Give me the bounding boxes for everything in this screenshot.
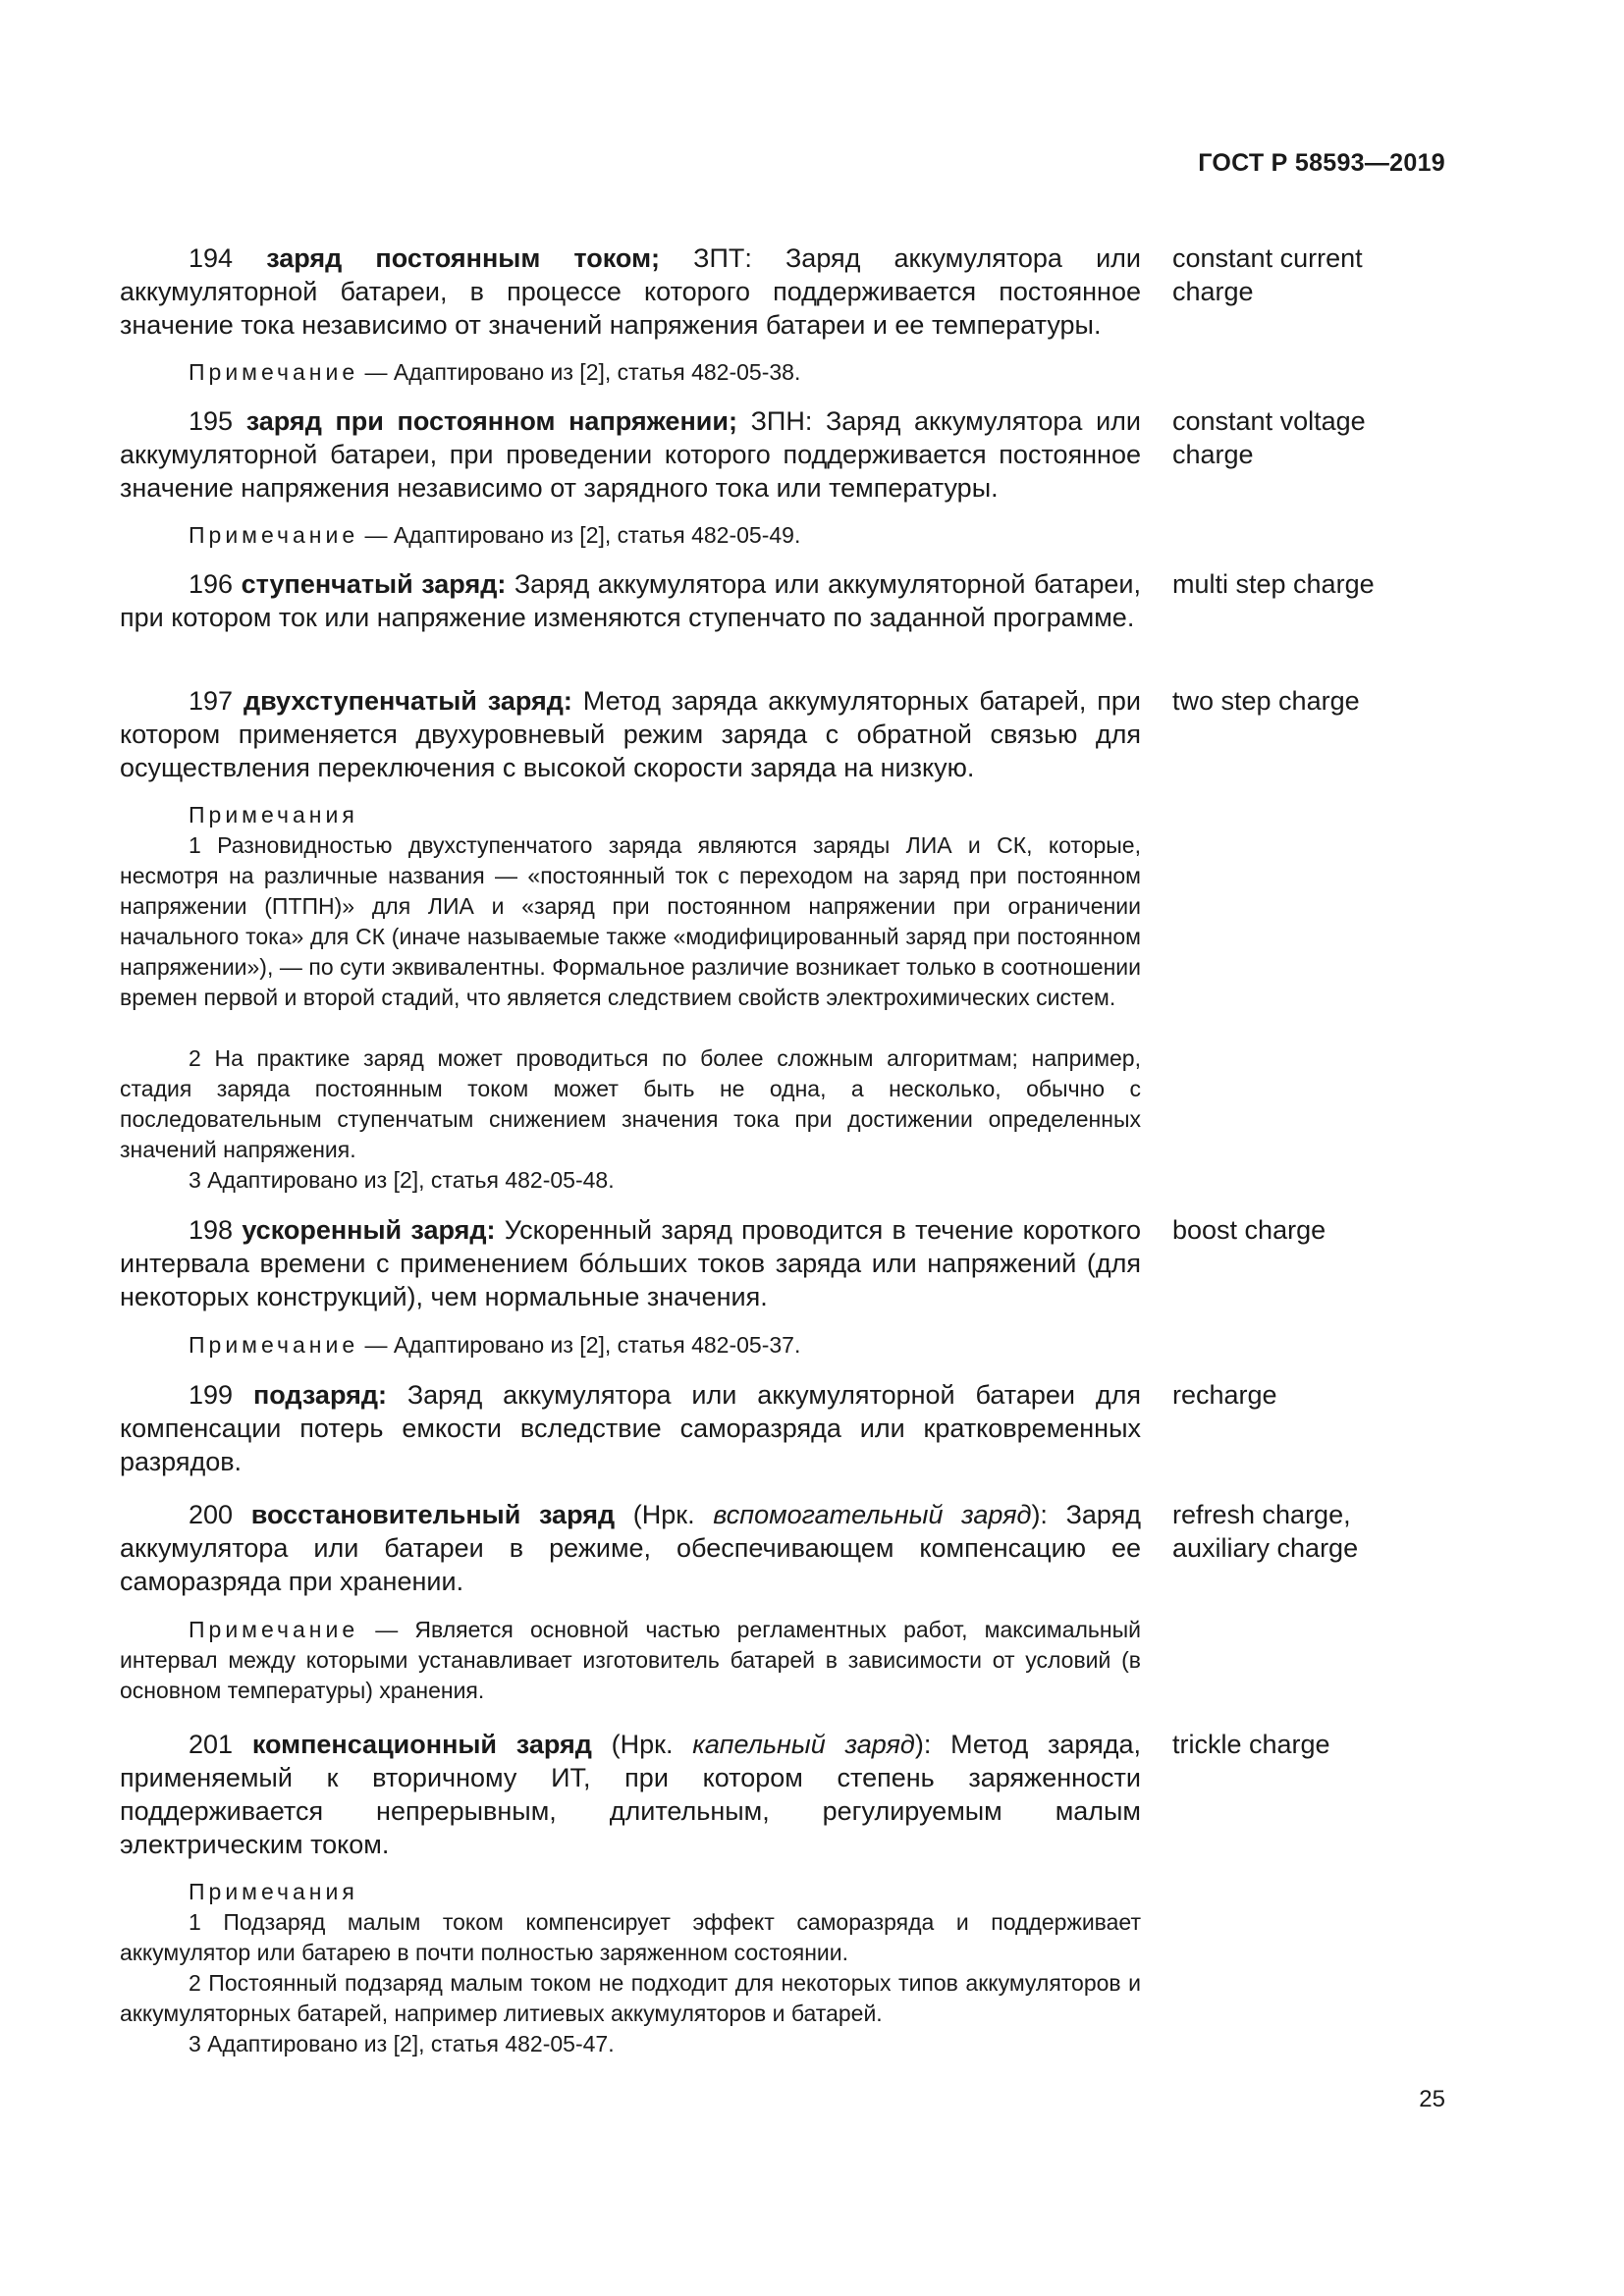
term-entry-195 — [120, 404, 1141, 505]
english-term-200: refresh charge, auxiliary charge — [1172, 1500, 1359, 1563]
term-entry-196 — [120, 567, 1141, 634]
term-entry-200 — [120, 1498, 1141, 1598]
term-entry-201 — [120, 1728, 1141, 1861]
note-item-201-2: 2 Постоянный подзаряд малым током не подходит для некоторых типов аккумуляторов и аккумуляторных батарей, например литиевых аккумуляторов и батарей. — [120, 1970, 1141, 2026]
term-name: компенсационный заряд — [251, 1730, 592, 1759]
note-label: Примечание — [189, 1617, 359, 1642]
note-label: Примечание — [189, 1332, 359, 1358]
term-name: двухступенчатый заряд: — [243, 686, 572, 716]
term-definition: Метод заряда аккумуляторных батарей, при котором применяется двухуровневый режим заряда с обратной связью для осуществления переключения с высокой скорости заряда на низкую. — [120, 686, 1141, 782]
note-text: — Адаптировано из [2], статья 482-05-37. — [358, 1332, 801, 1358]
note-194 — [120, 357, 1141, 388]
english-term-195: constant voltage charge — [1172, 406, 1366, 469]
note-198 — [120, 1330, 1141, 1361]
term-definition: ): Метод заряда, применяемый к вторичному ИТ, при котором степень заряженности поддерживается непрерывным, длительным, регулируемым малым электрическим током. — [120, 1730, 1141, 1859]
term-number: 194 — [189, 243, 234, 273]
term-number: 201 — [189, 1730, 234, 1759]
term-entry-198 — [120, 1213, 1141, 1313]
term-number: 199 — [189, 1380, 234, 1410]
english-term-197: two step charge — [1172, 686, 1360, 716]
notes-heading-201: Примечания — [189, 1879, 358, 1904]
english-term-198: boost charge — [1172, 1215, 1326, 1245]
note-label: Примечание — [189, 359, 359, 385]
english-term-196: multi step charge — [1172, 569, 1375, 599]
english-term-194: constant current charge — [1172, 243, 1363, 306]
note-item-197-1: 1 Разновидностью двухступенчатого заряда являются заряды ЛИА и СК, которые, несмотря на различные названия — «постоянный ток с переходом на заряд при постоянном напряжении (ПТПН)» для ЛИА и «заряд при постоянном напряжении при ограничении начального тока» для СК (иначе называемые также «модифицированный заряд при постоянном напряжении»), — по сути эквивалентны. Формальное различие возникает только в соотношении времен первой и второй стадий, что является следствием свойств электрохимических систем. — [120, 832, 1141, 1010]
term-number: 197 — [189, 686, 234, 716]
nrk-prefix: (Нрк. — [615, 1500, 714, 1529]
term-definition: ЗПН: Заряд аккумулятора или аккумуляторной батареи, при проведении которого поддерживается постоянное значение напряжения независимо от зарядного тока или температуры. — [120, 406, 1141, 503]
term-name: ускоренный заряд: — [242, 1215, 496, 1245]
note-item-197-2: 2 На практике заряд может проводиться по более сложным алгоритмам; например, стадия заряда постоянным током может быть не одна, а несколько, обычно с последовательным ступенчатым снижением значения тока при достижении определенных значений напряжения. — [120, 1045, 1141, 1162]
term-definition: ЗПТ: Заряд аккумулятора или аккумуляторной батареи, в процессе которого поддерживается постоянное значение тока независимо от значений напряжения батареи и ее температуры. — [120, 243, 1141, 340]
term-entry-194 — [120, 241, 1141, 342]
term-name: заряд постоянным током; — [266, 243, 661, 273]
term-definition: ): Заряд аккумулятора или батареи в режиме, обеспечивающем компенсацию ее саморазряда при хранении. — [120, 1500, 1141, 1596]
note-text: — Является основной частью регламентных работ, максимальный интервал между которыми устанавливает изготовитель батарей в зависимости от условий (в основном температуры) хранения. — [120, 1617, 1141, 1703]
term-number: 200 — [189, 1500, 234, 1529]
note-text: — Адаптировано из [2], статья 482-05-38. — [358, 359, 801, 385]
nrk-prefix: (Нрк. — [591, 1730, 693, 1759]
note-item-197-3: 3 Адаптировано из [2], статья 482-05-48. — [189, 1167, 615, 1193]
term-name: подзаряд: — [252, 1380, 387, 1410]
english-term-199: recharge — [1172, 1380, 1277, 1410]
note-200 — [120, 1615, 1141, 1706]
deprecated-term: вспомогательный заряд — [713, 1500, 1032, 1529]
term-definition: Заряд аккумулятора или аккумуляторной батареи для компенсации потерь емкости вследствие саморазряда или кратковременных разрядов. — [120, 1380, 1141, 1476]
deprecated-term: капельный заряд — [692, 1730, 915, 1759]
term-name: восстановительный заряд — [250, 1500, 616, 1529]
term-entry-199 — [120, 1378, 1141, 1478]
english-term-201: trickle charge — [1172, 1730, 1330, 1759]
term-number: 195 — [189, 406, 234, 436]
note-item-201-3: 3 Адаптировано из [2], статья 482-05-47. — [189, 2031, 615, 2056]
notes-heading-197: Примечания — [189, 802, 358, 828]
page-number: 25 — [1419, 2086, 1445, 2112]
note-label: Примечание — [189, 522, 359, 548]
term-definition: Ускоренный заряд проводится в течение короткого интервала времени с применением бóльших токов заряда или напряжений (для некоторых конструкций), чем нормальные значения. — [120, 1215, 1141, 1311]
term-number: 196 — [189, 569, 234, 599]
term-name: заряд при постоянном напряжении; — [245, 406, 737, 436]
note-item-201-1: 1 Подзаряд малым током компенсирует эффект саморазряда и поддерживает аккумулятор или батарею в почти полностью заряженном состоянии. — [120, 1909, 1141, 1965]
document-id: ГОСТ Р 58593—2019 — [1198, 149, 1445, 177]
note-195 — [120, 520, 1141, 551]
term-number: 198 — [189, 1215, 234, 1245]
term-definition: Заряд аккумулятора или аккумуляторной батареи, при котором ток или напряжение изменяются ступенчато по заданной программе. — [120, 569, 1141, 632]
term-name: ступенчатый заряд: — [241, 569, 507, 599]
term-entry-197 — [120, 684, 1141, 784]
note-text: — Адаптировано из [2], статья 482-05-49. — [358, 522, 801, 548]
